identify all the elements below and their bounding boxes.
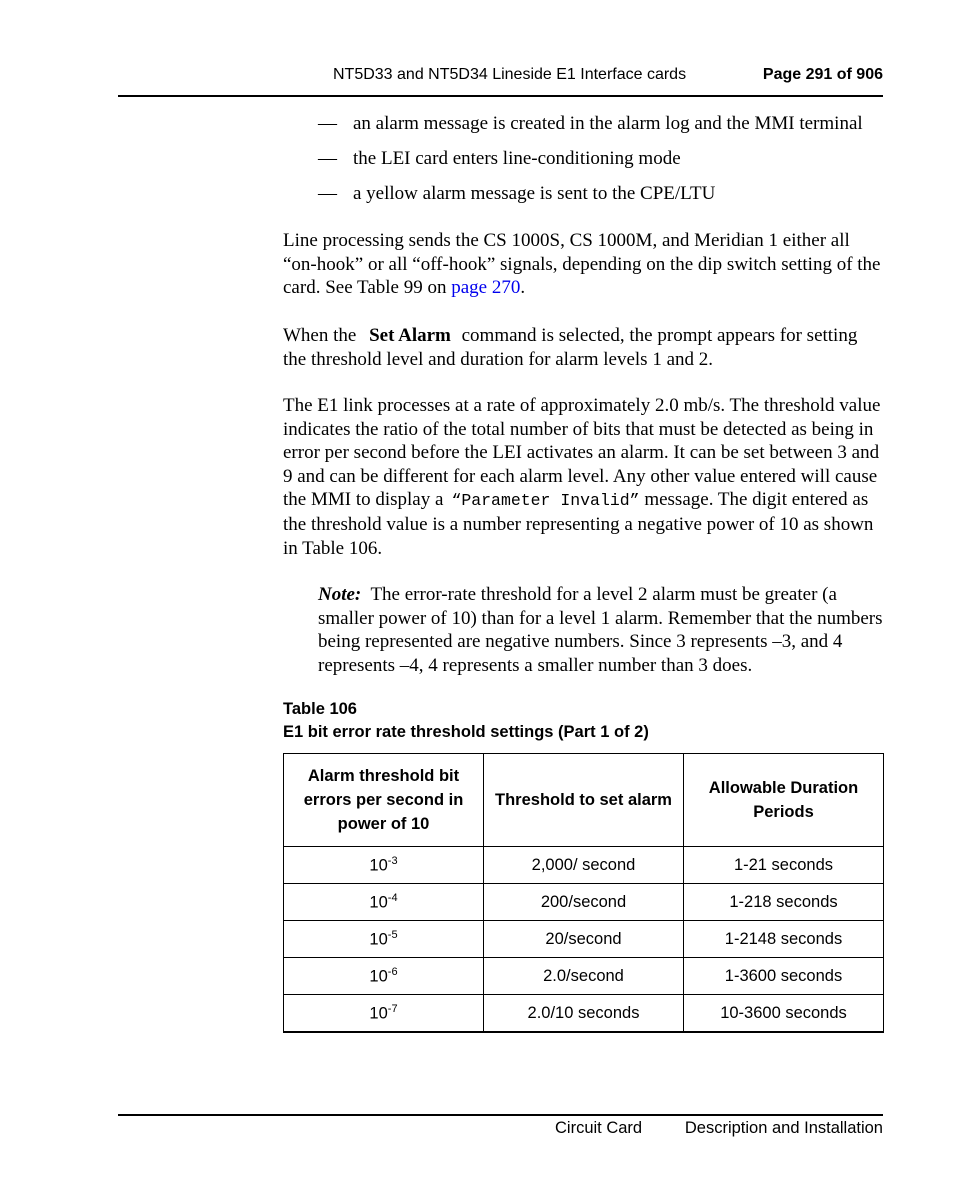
threshold-cell: 2.0/10 seconds [484,995,684,1033]
table-caption [283,698,649,744]
table-row [284,921,884,958]
paragraph-text: . [520,277,526,299]
power-cell: $10^{-5}$ [284,921,484,958]
bullet-text: an alarm message is created in the alarm log and the MMI terminal [353,113,863,134]
footer-right-text: Description and Installation [684,1119,883,1137]
power-cell: $10^{-4}$ [284,884,484,921]
note-text: The error-rate threshold for a level 2 alarm must be greater (a smaller power of 10) than for a level 1 alarm. Remember that the numbers being represented are negative numbers. Since 3 represents –3, and 4 represents –4, 4 represents a smaller number than 3 does. [318,584,883,676]
paragraph-e1-link [283,394,883,560]
threshold-cell: 200/second [484,884,684,921]
table-row [284,995,884,1033]
header-rule [118,95,883,97]
header-title: NT5D33 and NT5D34 Lineside E1 Interface cards [333,66,687,83]
paragraph-text: Line processing sends the CS 1000S, CS 1000M, and Meridian 1 either all “on-hook” or all “off-hook” signals, depending on the dip switch setting of the card. See Table 99 on [283,230,881,299]
duration-cell: 1-2148 seconds [684,921,884,958]
footer-left-text: Circuit Card [555,1119,643,1137]
column-header: Allowable Duration Periods [684,754,884,847]
duration-cell: 1-21 seconds [684,847,884,884]
threshold-cell: 2,000/ second [484,847,684,884]
paragraph-text: The E1 link processes at a rate of approximately 2.0 mb/s. The threshold value indicates the ratio of the total number of bits that must be detected as being in error per second before the LEI activates an alarm. It can be set between 3 and 9 and can be different for each alarm level. Any other value entered will cause the MMI to display a [283,395,881,511]
table-title: E1 bit error rate threshold settings (Part 1 of 2) [283,723,649,741]
footer-rule [118,1114,883,1116]
paragraph-text: When the [283,325,362,346]
duration-cell: 10-3600 seconds [684,995,884,1033]
threshold-cell: 20/second [484,921,684,958]
paragraph-text: message. The digit entered as the threshold value is a number representing a negative power of 10 as shown in Table 106. [283,489,874,559]
threshold-cell: 2.0/second [484,958,684,995]
power-cell: $10^{-7}$ [284,995,484,1033]
note [318,583,883,677]
column-header: Threshold to set alarm [484,754,684,847]
threshold-table [283,753,884,1033]
duration-cell: 1-3600 seconds [684,958,884,995]
bullet-item [318,112,863,136]
page-number: Page 291 of 906 [762,66,883,83]
bullet-item [318,182,715,206]
table-header-row [284,754,884,847]
table-row [284,884,884,921]
power-cell: $10^{-6}$ [284,958,484,995]
note-label: Note: [318,584,362,605]
paragraph-text: command is selected, the prompt appears for setting the threshold level and duration for alarm levels 1 and 2. [283,325,858,370]
bullet-dash: — [318,113,337,134]
paragraph-set-alarm [283,324,883,371]
bullet-text: the LEI card enters line-conditioning mode [353,148,681,169]
bullet-dash: — [318,183,337,204]
paragraph-line-processing [283,229,883,300]
bullet-dash: — [318,148,337,169]
duration-cell: 1-218 seconds [684,884,884,921]
table-number: Table 106 [283,700,357,718]
parameter-invalid-message: “Parameter Invalid” [451,491,640,511]
table-row [284,958,884,995]
table-row [284,847,884,884]
power-cell: $10^{-3}$ [284,847,484,884]
column-header: Alarm threshold bit errors per second in power of 10 [284,754,484,847]
command-name: Set Alarm [369,325,451,346]
bullet-text: a yellow alarm message is sent to the CPE/LTU [353,183,716,204]
bullet-item [318,147,681,171]
page-270-link[interactable]: page 270 [451,277,521,299]
